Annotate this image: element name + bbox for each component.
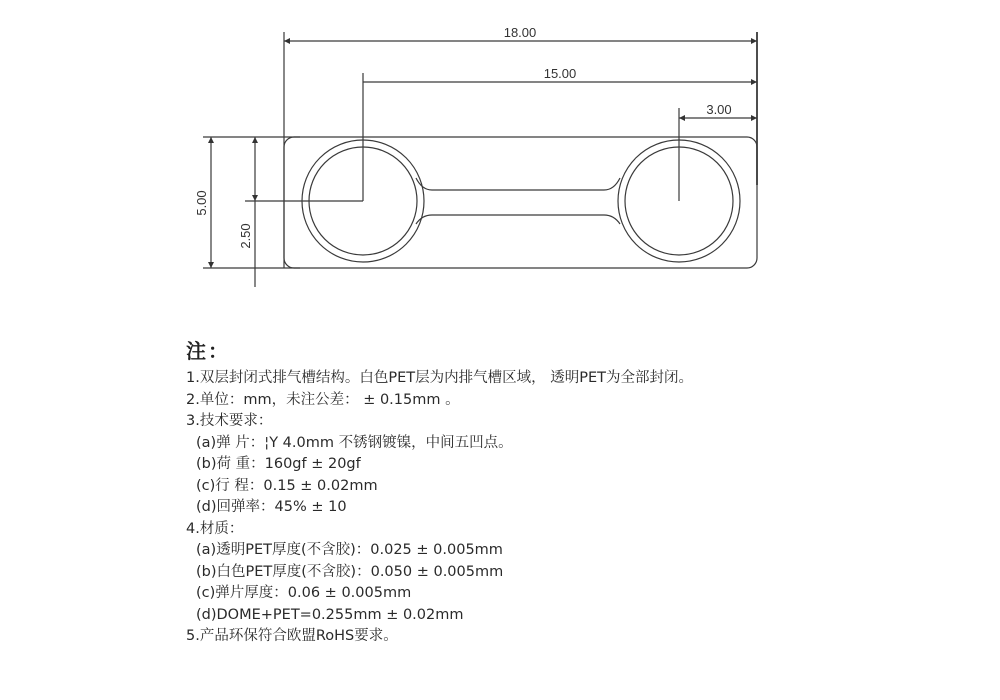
note-line-4c: (c)弹片厚度：0.06 ± 0.005mm (196, 585, 412, 601)
note-line-2: 2.单位：mm，未注公差： ± 0.15mm 。 (186, 391, 460, 408)
note-line-4d: (d)DOME+PET=0.255mm ± 0.02mm (196, 606, 464, 623)
note-line-4a: (a)透明PET厚度(不含胶)：0.025 ± 0.005mm (196, 542, 503, 558)
note-line-3c: (c)行 程：0.15 ± 0.02mm (196, 477, 378, 494)
extension-lines (203, 32, 757, 268)
note-line-5: 5.产品环保符合欧盟RoHS要求。 (186, 628, 398, 644)
dim-2-5: 2.50 (238, 223, 253, 249)
dim-15: 15.00 (543, 66, 577, 81)
notes-title: 注： (186, 339, 230, 363)
note-line-3b: (b)荷 重：160gf ± 20gf (196, 456, 361, 472)
dim-18: 18.00 (503, 25, 537, 40)
note-line-3: 3.技术要求： (186, 413, 273, 429)
dim-3: 3.00 (706, 102, 732, 117)
note-line-3d: (d)回弹率：45% ± 10 (196, 499, 347, 515)
note-line-3a: (a)弹 片：¦Y 4.0mm 不锈钢镀镍，中间五凹点。 (196, 434, 513, 451)
part-outline (284, 137, 757, 268)
note-line-1: 1.双层封闭式排气槽结构。白色PET层为内排气槽区域， 透明PET为全部封闭。 (186, 370, 693, 386)
dimension-lines (211, 41, 757, 287)
note-line-4: 4.材质： (186, 520, 244, 537)
notes-section (186, 334, 946, 648)
technical-drawing (0, 0, 1000, 320)
vent-channel (416, 178, 620, 224)
note-line-4b: (b)白色PET厚度(不含胶)：0.050 ± 0.005mm (196, 563, 504, 580)
dim-5: 5.00 (194, 190, 209, 216)
